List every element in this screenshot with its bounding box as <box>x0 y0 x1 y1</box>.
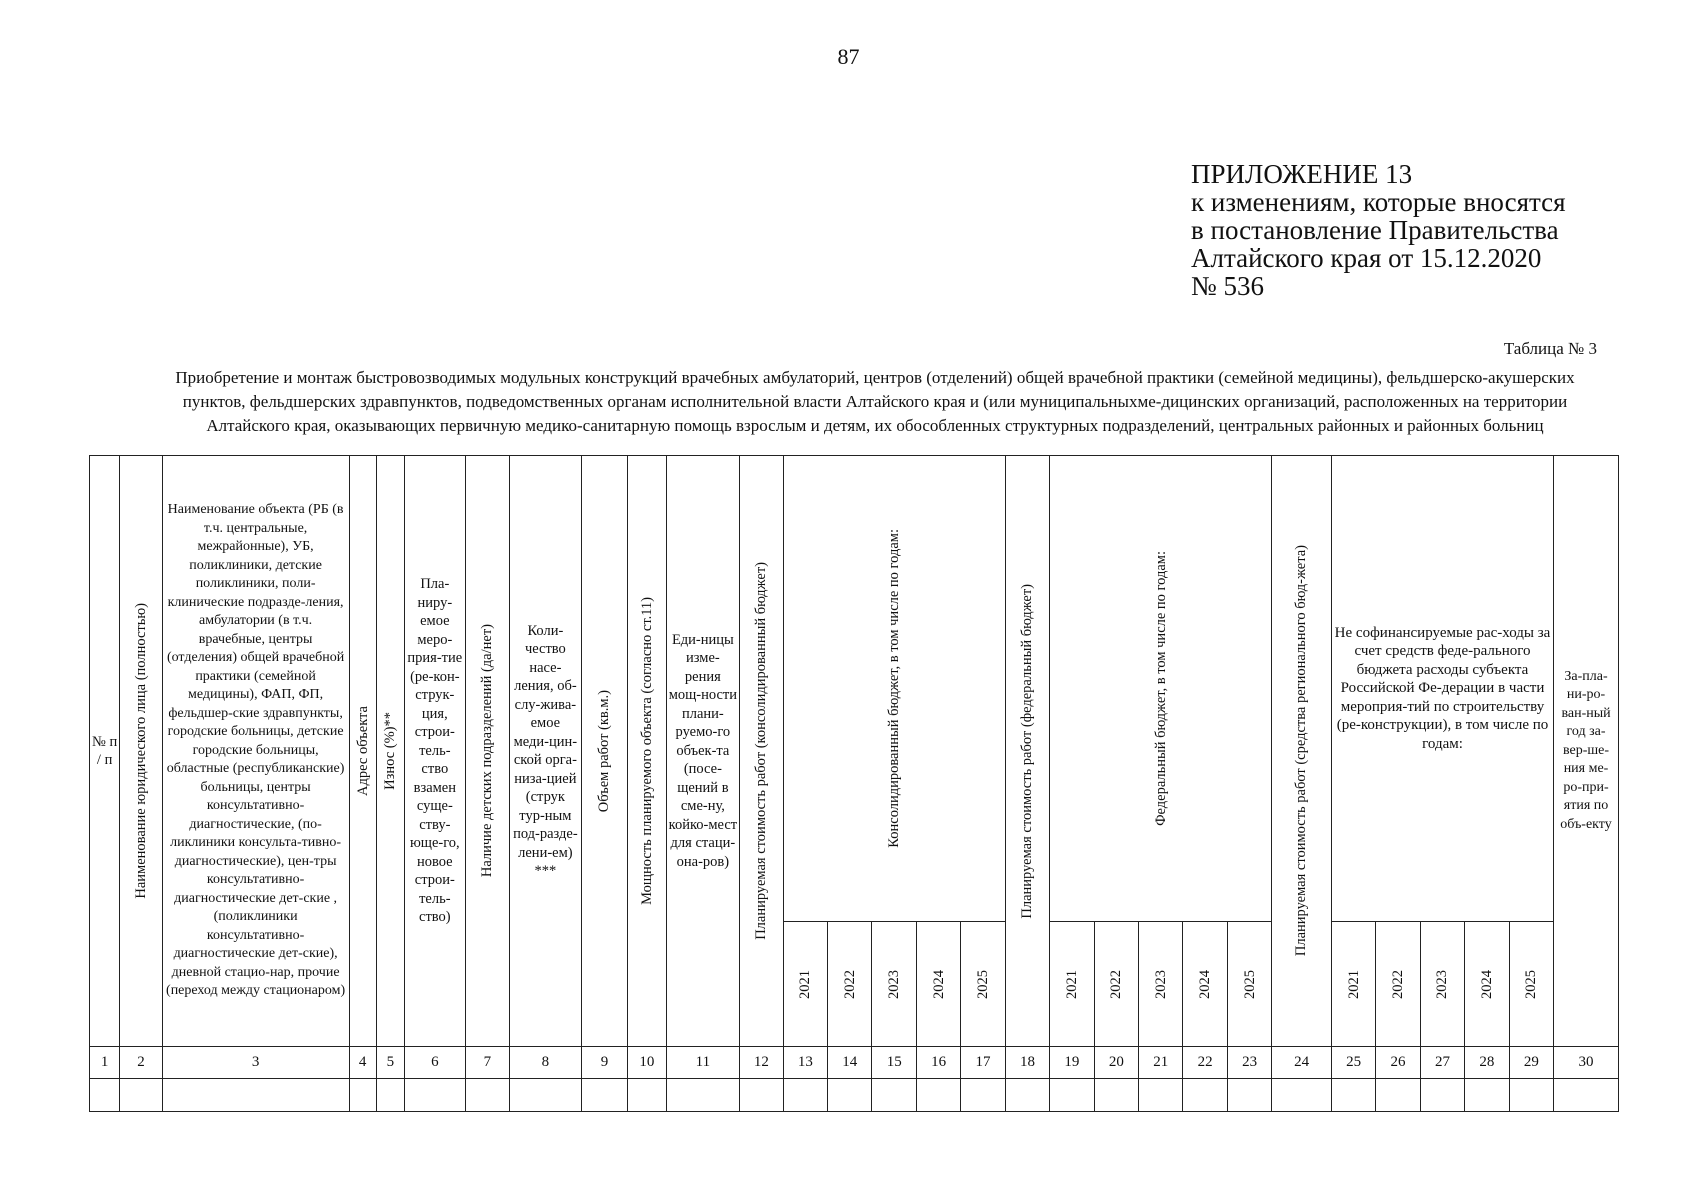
header-text: Объем работ (кв.м.) <box>596 689 613 813</box>
column-number: 20 <box>1094 1047 1138 1079</box>
column-number: 25 <box>1331 1047 1375 1079</box>
header-group-federal <box>1050 456 1272 922</box>
appendix-line: Алтайского края от 15.12.2020 <box>1191 243 1542 273</box>
column-number: 22 <box>1183 1047 1227 1079</box>
column-number: 8 <box>510 1047 582 1079</box>
empty-cell <box>581 1079 627 1112</box>
header-cell-capacity-units <box>666 456 740 1047</box>
year-cell <box>1376 922 1420 1047</box>
year-label: 2021 <box>1063 969 1080 999</box>
empty-cell <box>1272 1079 1332 1112</box>
column-number: 3 <box>162 1047 349 1079</box>
empty-cell <box>90 1079 120 1112</box>
header-cell-capacity <box>628 456 666 1047</box>
header-cell-wear <box>376 456 404 1047</box>
appendix-block <box>1191 160 1566 300</box>
year-label: 2025 <box>975 969 992 999</box>
column-number: 12 <box>740 1047 783 1079</box>
year-cell <box>1465 922 1509 1047</box>
header-cell-number <box>90 456 120 1047</box>
empty-cell <box>1227 1079 1271 1112</box>
column-number: 2 <box>120 1047 162 1079</box>
header-text: Планируемая стоимость работ (консолидированный бюджет) <box>753 562 770 940</box>
column-number: 28 <box>1465 1047 1509 1079</box>
header-text: Наименование юридического лица (полностью) <box>132 603 149 899</box>
column-number: 16 <box>916 1047 960 1079</box>
column-number: 15 <box>872 1047 916 1079</box>
empty-cell <box>1376 1079 1420 1112</box>
year-label: 2024 <box>1197 969 1214 999</box>
year-label: 2024 <box>930 969 947 999</box>
column-number: 21 <box>1139 1047 1183 1079</box>
year-cell <box>961 922 1005 1047</box>
column-number: 24 <box>1272 1047 1332 1079</box>
year-cell <box>872 922 916 1047</box>
year-label: 2023 <box>1152 969 1169 999</box>
header-text: За-пла-ни-ро-ван-ный год за-вер-ше-ния ме-ро-при-ятия по объ-екту <box>1560 668 1612 832</box>
empty-cell <box>1331 1079 1375 1112</box>
header-cell-address <box>349 456 376 1047</box>
empty-cell <box>162 1079 349 1112</box>
header-text: № п / п <box>92 733 118 768</box>
page-number: 87 <box>837 44 860 69</box>
column-number: 5 <box>376 1047 404 1079</box>
year-label: 2025 <box>1241 969 1258 999</box>
header-cell-work-volume <box>581 456 627 1047</box>
column-number: 6 <box>405 1047 466 1079</box>
empty-cell <box>1509 1079 1553 1112</box>
header-cell-population <box>510 456 582 1047</box>
column-number: 9 <box>581 1047 627 1079</box>
year-label: 2021 <box>1345 969 1362 999</box>
year-cell <box>1227 922 1271 1047</box>
year-cell <box>1509 922 1553 1047</box>
table-number: Таблица № 3 <box>1503 339 1597 358</box>
column-number: 14 <box>828 1047 872 1079</box>
year-cell <box>1183 922 1227 1047</box>
year-cell <box>1331 922 1375 1047</box>
column-numbers-row <box>90 1047 1619 1079</box>
header-text: Не софинансируемые рас-ходы за счет средств феде-рального бюджета расходы субъекта Российской Фе-дерации в части мероприя-тий по строительству (ре-конструкции), в том числе по годам: <box>1334 624 1551 752</box>
year-label: 2023 <box>1434 969 1451 999</box>
header-cell-object-name <box>162 456 349 1047</box>
column-number: 17 <box>961 1047 1005 1079</box>
header-cell-planned-measure <box>405 456 466 1047</box>
header-text: Еди-ницы изме-рения мощ-ности плани-руемо-го объек-та (посе-щений в сме-ну, койко-мест для стаци-она-ров) <box>668 631 738 870</box>
header-text: Планируемая стоимость работ (средства регионального бюд-жета) <box>1293 545 1310 957</box>
column-number: 18 <box>1005 1047 1049 1079</box>
header-text: Износ (%)** <box>382 712 399 790</box>
year-cell <box>1050 922 1094 1047</box>
column-number: 29 <box>1509 1047 1553 1079</box>
header-text: Федеральный бюджет, в том числе по годам: <box>1152 551 1169 827</box>
header-text: Коли-чество насе-ления, об-слу-жива-емое меди-цин-ской орга-низа-цией (струк тур-ным под-разде-лени-ем) *** <box>513 622 578 879</box>
column-number: 1 <box>90 1047 120 1079</box>
empty-cell <box>783 1079 827 1112</box>
empty-cell <box>1139 1079 1183 1112</box>
year-cell <box>1139 922 1183 1047</box>
appendix-line: № 536 <box>1191 271 1265 301</box>
empty-cell <box>120 1079 162 1112</box>
year-label: 2021 <box>797 969 814 999</box>
empty-cell <box>465 1079 509 1112</box>
year-cell <box>916 922 960 1047</box>
empty-cell <box>628 1079 666 1112</box>
year-label: 2025 <box>1523 969 1540 999</box>
appendix-title: ПРИЛОЖЕНИЕ 13 <box>1191 159 1413 189</box>
year-cell <box>1094 922 1138 1047</box>
empty-cell <box>510 1079 582 1112</box>
empty-cell <box>1050 1079 1094 1112</box>
column-number: 26 <box>1376 1047 1420 1079</box>
data-table <box>89 455 1619 1112</box>
year-label: 2023 <box>886 969 903 999</box>
empty-cell <box>1005 1079 1049 1112</box>
header-text: Наличие детских подразделений (да/нет) <box>479 624 496 878</box>
empty-cell <box>828 1079 872 1112</box>
column-number: 4 <box>349 1047 376 1079</box>
empty-cell <box>1554 1079 1619 1112</box>
year-cell <box>828 922 872 1047</box>
header-cell-children-units <box>465 456 509 1047</box>
table-title: Приобретение и монтаж быстровозводимых модульных конструкций врачебных амбулаторий, центров (отделений) общей врачебной практики (семейной медицины), фельдшерско-акушерских пунктов, фельдшерских здравпунктов, подведомственных органам исполнительной власти Алтайского края и (или муниципальныхме-дицинских организаций, расположенных на территории Алтайского края, оказывающих первичную медико-санитарную помощь взрослым и детям, их обособленных структурных подразделений, центральных районных и районных больниц <box>175 368 1575 435</box>
empty-cell <box>1465 1079 1509 1112</box>
header-cell-cost-regional <box>1272 456 1332 1047</box>
header-cell-cost-consolidated <box>740 456 783 1047</box>
year-cell <box>783 922 827 1047</box>
header-text: Адрес объекта <box>354 706 371 796</box>
header-text: Наименование объекта (РБ (в т.ч. центральные, межрайонные), УБ, поликлиники, детские поликлиники, поли-клинические подразде-ления, амбулатории (в т.ч. врачебные, центры (отделения) общей врачебной практики (семейной медицины), ФАП, ФП, фельдшер-ские здравпункты, городские больницы, детские городские больницы, областные (республиканские) больницы, центры консультативно-диагностические, (по-ликлиники консульта-тивно-диагностические), цен-тры консультативно-диагностические дет-ские , (поликлиники консультативно-диагностические дет-ские), дневной стацио-нар, прочие (переход между стационаром) <box>166 502 346 999</box>
column-number: 23 <box>1227 1047 1271 1079</box>
column-number: 30 <box>1554 1047 1619 1079</box>
header-cell-completion-year <box>1554 456 1619 1047</box>
header-group-consolidated <box>783 456 1005 922</box>
empty-cell <box>405 1079 466 1112</box>
header-text: Консолидированный бюджет, в том числе по годам: <box>886 529 903 848</box>
column-number: 11 <box>666 1047 740 1079</box>
empty-cell <box>349 1079 376 1112</box>
header-cell-cost-federal <box>1005 456 1049 1047</box>
header-text: Мощность планируемого объекта (согласно ст.11) <box>638 597 655 905</box>
year-label: 2022 <box>1390 969 1407 999</box>
empty-cell <box>1183 1079 1227 1112</box>
column-number: 10 <box>628 1047 666 1079</box>
year-cell <box>1420 922 1464 1047</box>
header-cell-legal-entity <box>120 456 162 1047</box>
column-number: 19 <box>1050 1047 1094 1079</box>
header-group-non-cofinanced <box>1331 456 1553 922</box>
empty-cell <box>1094 1079 1138 1112</box>
appendix-line: к изменениям, которые вносятся <box>1191 187 1566 217</box>
empty-cell <box>376 1079 404 1112</box>
year-label: 2024 <box>1478 969 1495 999</box>
empty-cell <box>961 1079 1005 1112</box>
year-label: 2022 <box>1108 969 1125 999</box>
appendix-line: в постановление Правительства <box>1191 215 1559 245</box>
column-number: 7 <box>465 1047 509 1079</box>
empty-cell <box>872 1079 916 1112</box>
empty-cell <box>1420 1079 1464 1112</box>
header-text: Пла-ниру-емое меро-прия-тие (ре-кон-струк-ция, строи-тель-ство взамен суще-ству-юще-го, новое строи-тель-ство) <box>407 576 463 926</box>
column-number: 13 <box>783 1047 827 1079</box>
header-text: Планируемая стоимость работ (федеральный бюджет) <box>1019 583 1036 919</box>
column-number: 27 <box>1420 1047 1464 1079</box>
empty-cell <box>740 1079 783 1112</box>
empty-data-row <box>90 1079 1619 1112</box>
empty-cell <box>666 1079 740 1112</box>
empty-cell <box>916 1079 960 1112</box>
year-label: 2022 <box>841 969 858 999</box>
